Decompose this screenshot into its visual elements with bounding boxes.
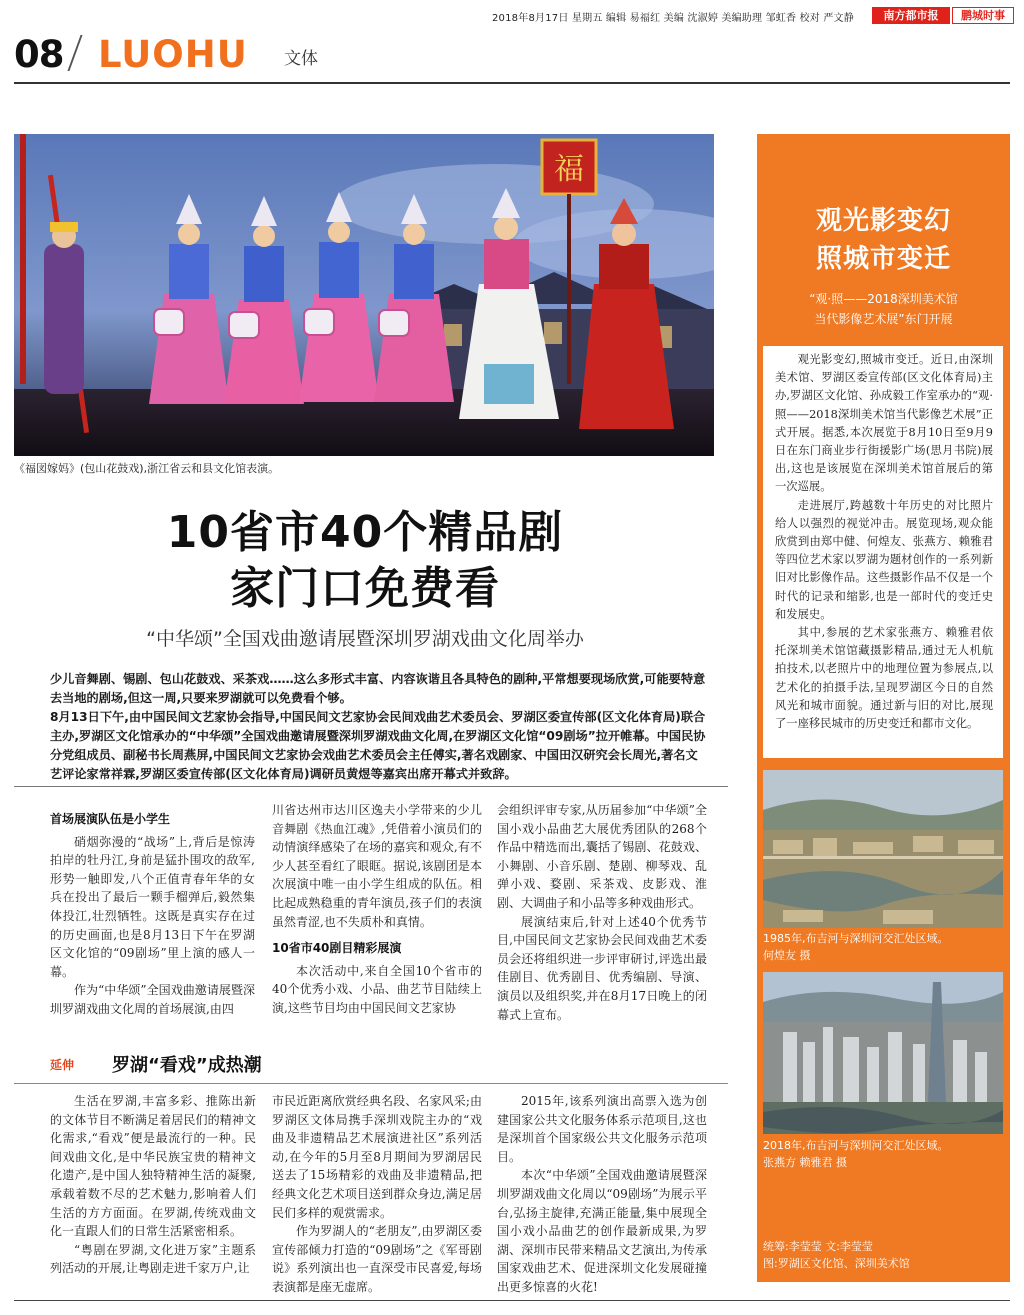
page-bottom-rule: [14, 1300, 1010, 1301]
body-paragraph: 2015年,该系列演出高票入选为创建国家公共文化服务体系示范项目,这也是深圳首个国家级公共文化服务示范项目。: [497, 1094, 707, 1164]
masthead-slash-divider: [67, 35, 82, 71]
body-column-3: [497, 801, 707, 1024]
article-subheadline: “中华颂”全国戏曲邀请展暨深圳罗湖戏曲文化周举办: [146, 628, 584, 650]
body-paragraph: 市民近距离欣赏经典名段、名家风采;由罗湖区文体局携手深圳戏院主办的“戏曲及非遗精品艺术展演进社区”系列活动,在今年的5月至8月期间为罗湖居民送去了15场精彩的戏曲及非遗精品,把经典文化艺术项目送到群众身边,满足居民们多样的观赏需求。: [272, 1094, 482, 1220]
headline-line-2: 家门口免费看: [230, 563, 500, 614]
extension-column-3: [497, 1092, 707, 1297]
body-paragraph: 硝烟弥漫的“战场”上,背后是惊涛拍岸的牡丹江,身前是猛扑围攻的敌军,形势一触即发,八个正值青春年华的女兵在投出了最后一颗手榴弹后,毅然集体投江,壮烈牺牲。这既是真实存在过的历史画面,也是8月13日下午在罗湖区文化馆的“09剧场”里上演的感人一幕。: [50, 834, 255, 979]
section-subname: 文体: [284, 49, 318, 69]
article-headline: [60, 505, 670, 617]
caption-1985-credit: 何煌友 摄: [763, 949, 811, 962]
aerial-photo-1985: [763, 770, 1003, 928]
section-logo: 鹏城时事: [952, 7, 1014, 24]
stage-photo-illustration: [14, 134, 714, 456]
body-column-1: [50, 808, 255, 1019]
aerial-photo-2018: [763, 972, 1003, 1134]
issue-meta-line: 2018年8月17日 星期五 编辑 易福红 美编 沈淑婷 美编助理 邹虹香 校对 严文静: [492, 13, 854, 24]
sidebar-photo-2018-caption: [763, 1137, 1003, 1171]
caption-2018-credit: 张燕方 赖雅君 摄: [763, 1156, 847, 1169]
sidebar-photo-2018: [763, 972, 1003, 1134]
lead-paragraph-2: 8月13日下午,由中国民间文艺家协会指导,中国民间文艺家协会民间戏曲艺术委员会、罗湖区委宣传部(区文化体育局)联合主办,罗湖区文化馆承办的“中华颂”全国戏曲邀请展暨深圳罗湖戏曲文化周,在罗湖区文化馆“09剧场”拉开帷幕。中国民协分党组成员、副秘书长周燕屏,中国民间文艺家协会戏曲艺术委员会主任傅实,著名戏剧家、中国田汉研究会长周光,著名文艺评论家常祥霖,罗湖区委宣传部(区文化体育局)调研员黄煜等嘉宾出席开幕式并致辞。: [50, 710, 706, 781]
lead-paragraph-1: 少儿音舞剧、锡剧、包山花鼓戏、采茶戏……这么多形式丰富、内容诙谐且各具特色的剧种,平常想要现场欣赏,可能要特意去当地的剧场,但这一周,只要来罗湖就可以免费看个够。: [50, 672, 706, 705]
section-heading-first-show: 首场展演队伍是小学生: [50, 812, 171, 826]
sidebar-subtitle: [757, 289, 1010, 329]
body-paragraph: 本次活动中,来自全国10个省市的40个优秀小戏、小品、曲艺节目陆续上演,这些节目均由中国民间文艺家协: [272, 963, 482, 1015]
extension-title: 罗湖“看戏”成热潮: [112, 1055, 262, 1076]
body-paragraph: 作为“中华颂”全国戏曲邀请展暨深圳罗湖戏曲文化周的首场展演,由四: [50, 983, 255, 1016]
extension-column-2: [272, 1092, 482, 1297]
sidebar-paragraph: 走进展厅,跨越数十年历史的对比照片给人以强烈的视觉冲击。展览现场,观众能欣赏到由郑中健、何煌友、张燕方、赖雅君等四位艺术家以罗湖为题材创作的一系列新旧对比影像作品。这些摄影作品不仅是一个时代的记录和缩影,也是一部时代的变迁史和发展史。: [775, 498, 993, 621]
sidebar-title-line-2: 照城市变迁: [815, 244, 951, 274]
masthead: [0, 0, 1024, 30]
headline-line-1: 10省市40个精品剧: [166, 507, 564, 558]
page-number: 08: [14, 33, 64, 76]
body-paragraph: 作为罗湖人的“老朋友”,由罗湖区委宣传部倾力打造的“09剧场”之《军哥剧说》系列演出也一直深受市民喜爱,每场表演都是座无虚席。: [272, 1224, 482, 1294]
body-paragraph: 会组织评审专家,从历届参加“中华颂”全国小戏小品曲艺大展优秀团队的268个作品中精选而出,囊括了锡剧、花鼓戏、小舞剧、小音乐剧、楚剧、柳琴戏、乱弹小戏、婺剧、采茶戏、皮影戏、淮剧、大调曲子和小品等多种戏曲形式。: [497, 803, 707, 910]
sidebar-article-text: [763, 346, 1003, 758]
extension-tag: 延伸: [50, 1058, 75, 1072]
fu-sign-text: 福: [554, 152, 584, 187]
article-lead: [50, 670, 706, 784]
sidebar-photo-1985-caption: [763, 930, 1003, 964]
section-name: LUOHU: [98, 33, 248, 76]
body-paragraph: 本次“中华颂”全国戏曲邀请展暨深圳罗湖戏曲文化周以“09剧场”为展示平台,弘扬主旋律,充满正能量,集中展现全国小戏小品曲艺的创作最新成果,为罗湖、深圳市民带来精品文艺演出,为传承国家戏曲艺术、促进深圳文化发展碰撞出更多惊喜的火花!: [497, 1168, 707, 1294]
extension-column-1: [50, 1092, 256, 1278]
body-paragraph: “粤剧在罗湖,文化进万家”主题系列活动的开展,让粤剧走进千家万户,让: [50, 1242, 256, 1276]
sidebar-title: [757, 202, 1010, 278]
body-paragraph: 生活在罗湖,丰富多彩、推陈出新的文体节目不断满足着居民们的精神文化需求,“看戏”便是最流行的一种。民间戏曲文化,是中华民族宝贵的精神文化遗产,是中国人独特精神生活的凝聚,承载着数不尽的艺术魅力,影响着人们生活的方方面面。在罗湖,传统戏曲文化一直跟人们的日常生活紧密相系。: [50, 1094, 256, 1239]
newspaper-logo: 南方都市报: [872, 7, 950, 24]
sidebar-subtitle-line-2: 当代影像艺术展”东门开展: [814, 312, 953, 326]
caption-1985-text: 1985年,布吉河与深圳河交汇处区域。: [763, 932, 949, 945]
body-paragraph: 川省达州市达川区逸夫小学带来的少儿音舞剧《热血江魂》,凭借着小演员们的动情演绎感染了在场的嘉宾和观众,有不少人甚至看红了眼眶。据说,该剧团是本次展演中唯一由小学生组成的队伍。相比起成熟稳重的青年演员,孩子们的表演虽然青涩,也不失质朴和真情。: [272, 803, 482, 929]
sidebar-byline: [763, 1238, 1003, 1272]
sidebar-paragraph: 其中,参展的艺术家张燕方、赖雅君依托深圳美术馆馆藏摄影精品,通过无人机航拍技术,以老照片中的地理位置为参展点,以艺术化的拍摄手法,呈现罗湖区今日的自然风光和城市面貌。通过新与旧的对比,展现了一座移民城市的历史变迁和都市文化。: [775, 626, 993, 731]
sidebar-paragraph: 观光影变幻,照城市变迁。近日,由深圳美术馆、罗湖区委宣传部(区文化体育局)主办,罗湖区文化馆、孙成毅工作室承办的“观·照——2018深圳美术馆当代影像艺术展”正式开展。据悉,本次展览于8月10日至9月9日在东门商业步行街援影广场(思月书院)展出,这也是该展览在深圳美术馆首展后的第一次巡展。: [775, 353, 993, 494]
byline-writers: 统筹:李莹莹 文:李莹莹: [763, 1240, 873, 1253]
lead-divider: [14, 786, 728, 787]
main-photo-caption: 《福図嫁妈》(包山花鼓戏),浙江省云和县文化馆表演。: [14, 462, 280, 475]
body-column-2: [272, 801, 482, 1018]
extension-divider: [14, 1083, 728, 1084]
byline-photo-sources: 图:罗湖区文化馆、深圳美术馆: [763, 1257, 910, 1270]
section-heading-40-plays: 10省市40剧目精彩展演: [272, 941, 402, 956]
body-paragraph: 展演结束后,针对上述40个优秀节目,中国民间文艺家协会民间戏曲艺术委员会还将组织进一步评审研讨,评选出最佳剧目、优秀剧目、优秀编剧、导演、演员以及组织奖,并在8月17日晚上的闭幕式上宣布。: [497, 914, 707, 1022]
sidebar-subtitle-line-1: “观·照——2018深圳美术馆: [809, 292, 958, 306]
main-photo-opera-performance: [14, 134, 714, 456]
sidebar-title-line-1: 观光影变幻: [815, 206, 951, 236]
sidebar-photo-exhibition: [757, 134, 1010, 1282]
sidebar-photo-1985: [763, 770, 1003, 928]
masthead-divider: [14, 82, 1010, 84]
caption-2018-text: 2018年,布吉河与深圳河交汇处区域。: [763, 1139, 949, 1152]
